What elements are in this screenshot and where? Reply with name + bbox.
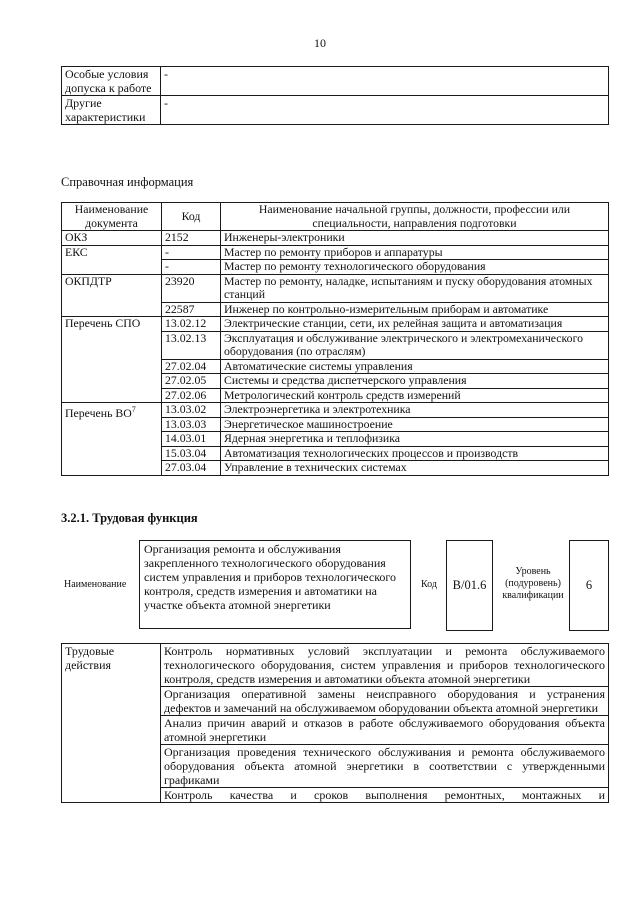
code-cell: 15.03.04 — [162, 446, 221, 461]
code-cell: - — [162, 245, 221, 260]
name-cell: Мастер по ремонту технологического оборудования — [221, 260, 609, 275]
actions-table — [61, 643, 609, 803]
reference-table — [61, 202, 609, 476]
level-label: Уровень (подуровень) квалификации — [502, 566, 564, 601]
doc-label: Перечень ВО — [65, 405, 132, 420]
code-cell: - — [162, 260, 221, 275]
table-row — [62, 245, 609, 260]
other-value: - — [161, 96, 609, 125]
name-cell: Электрические станции, сети, их релейная защита и автоматизация — [221, 317, 609, 332]
section-title: 3.2.1. Трудовая функция — [61, 511, 198, 525]
footnote-mark: 7 — [131, 405, 136, 414]
name-cell: Автоматизация технологических процессов и производств — [221, 446, 609, 461]
doc-cell — [62, 403, 162, 476]
code-cell: 22587 — [162, 302, 221, 317]
conditions-table — [61, 66, 609, 125]
action-item: Организация проведения технического обслуживания и ремонта обслуживаемого оборудования объекта атомной энергетики в соответствии с утвержденными графиками — [161, 745, 609, 788]
doc-cell: ОКЗ — [62, 231, 162, 246]
name-cell: Инженер по контрольно-измерительным приборам и автоматике — [221, 302, 609, 317]
name-cell: Ядерная энергетика и теплофизика — [221, 432, 609, 447]
code-cell: 13.03.02 — [162, 403, 221, 418]
table-row — [62, 317, 609, 332]
code-cell: 14.03.01 — [162, 432, 221, 447]
code-cell: 13.02.13 — [162, 331, 221, 359]
name-cell: Энергетическое машиностроение — [221, 417, 609, 432]
table-row — [62, 644, 609, 687]
name-cell: Управление в технических системах — [221, 461, 609, 476]
conditions-value: - — [161, 67, 609, 96]
code-cell: 23920 — [162, 274, 221, 302]
doc-cell: Перечень СПО — [62, 317, 162, 403]
function-code: B/01.6 — [446, 540, 493, 631]
action-item: Контроль качества и сроков выполнения ремонтных, монтажных и — [161, 788, 609, 803]
table-header-row — [62, 203, 609, 231]
header-name: Наименование начальной группы, должности, профессии или специальности, направления подготовки — [221, 203, 609, 231]
code-label: Код — [421, 579, 437, 590]
reference-title: Справочная информация — [61, 175, 194, 189]
table-row — [62, 231, 609, 246]
name-cell: Метрологический контроль средств измерений — [221, 388, 609, 403]
code-cell: 2152 — [162, 231, 221, 246]
function-level: 6 — [569, 540, 609, 631]
action-item: Анализ причин аварий и отказов в работе обслуживаемого оборудования объекта атомной энергетики — [161, 716, 609, 745]
table-row — [62, 96, 609, 125]
code-cell: 13.02.12 — [162, 317, 221, 332]
name-cell: Электроэнергетика и электротехника — [221, 403, 609, 418]
name-label: Наименование — [64, 579, 127, 590]
name-cell: Инженеры-электроники — [221, 231, 609, 246]
code-cell: 27.02.06 — [162, 388, 221, 403]
action-item: Организация оперативной замены неисправного оборудования и устранения дефектов и замечаний на обслуживаемом оборудовании объекта атомной энергетики — [161, 687, 609, 716]
page-number: 10 — [314, 36, 326, 50]
name-cell: Мастер по ремонту, наладке, испытаниям и пуску оборудования атомных станций — [221, 274, 609, 302]
actions-label: Трудовые действия — [62, 644, 161, 803]
action-item: Контроль нормативных условий эксплуатации и ремонта обслуживаемого технологического оборудования, систем управления и приборов технологического контроля, средств измерения и автоматики объекта атомной энергетики — [161, 644, 609, 687]
name-cell: Мастер по ремонту приборов и аппаратуры — [221, 245, 609, 260]
table-row — [62, 403, 609, 418]
name-cell: Системы и средства диспетчерского управления — [221, 374, 609, 389]
header-code: Код — [162, 203, 221, 231]
table-row — [62, 274, 609, 302]
name-cell: Автоматические системы управления — [221, 359, 609, 374]
doc-cell: ОКПДТР — [62, 274, 162, 317]
name-cell: Эксплуатация и обслуживание электрического и электромеханического оборудования (по отраслям) — [221, 331, 609, 359]
doc-cell: ЕКС — [62, 245, 162, 274]
code-cell: 27.03.04 — [162, 461, 221, 476]
code-cell: 13.03.03 — [162, 417, 221, 432]
header-document: Наименование документа — [62, 203, 162, 231]
code-cell: 27.02.04 — [162, 359, 221, 374]
other-label: Другие характеристики — [62, 96, 161, 125]
code-cell: 27.02.05 — [162, 374, 221, 389]
table-row — [62, 67, 609, 96]
conditions-label: Особые условия допуска к работе — [62, 67, 161, 96]
function-name: Организация ремонта и обслуживания закрепленного технологического оборудования систем управления и приборов технологического контроля, средств измерения и автоматики на участке объекта атомной энергетики — [139, 540, 411, 629]
